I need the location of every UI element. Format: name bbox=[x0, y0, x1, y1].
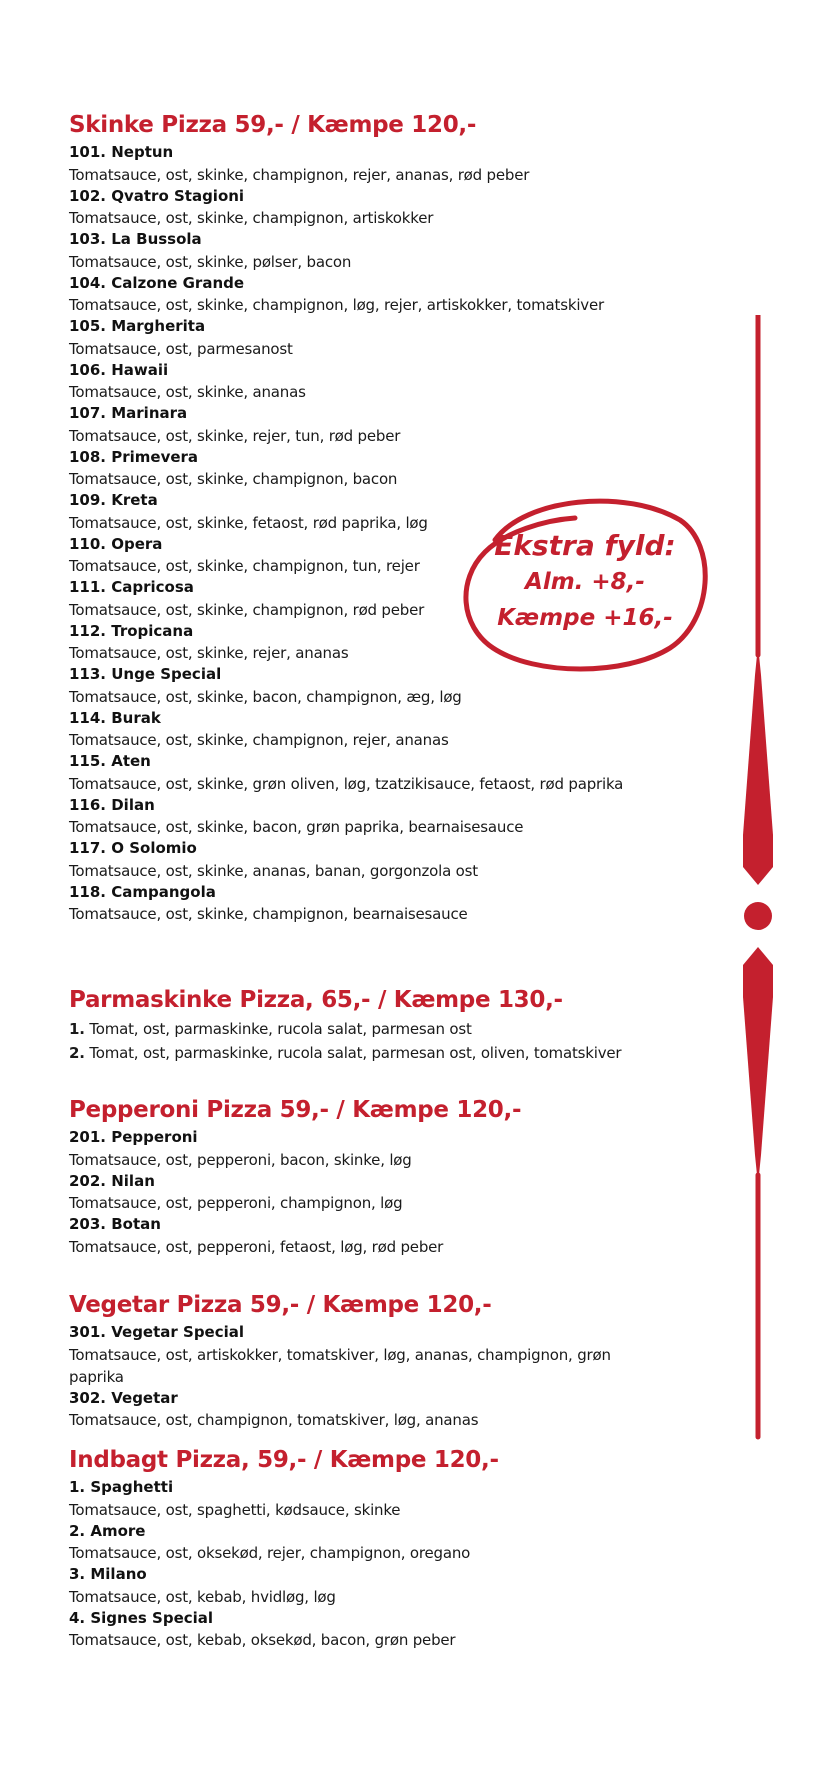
item-desc: Tomatsauce, ost, skinke, rejer, ananas bbox=[69, 644, 349, 662]
item-desc: Tomatsauce, ost, pepperoni, champignon, løg bbox=[69, 1194, 403, 1212]
item-name: 4. Signes Special bbox=[69, 1608, 214, 1627]
item-name: 111. Capricosa bbox=[69, 578, 194, 596]
item-name: 108. Primevera bbox=[69, 447, 199, 466]
item-name: 105. Margherita bbox=[69, 317, 206, 335]
item-name: 116. Dilan bbox=[69, 795, 155, 814]
item-name: 110. Opera bbox=[69, 534, 163, 553]
list-item bbox=[69, 1608, 669, 1652]
item-desc: Tomatsauce, ost, skinke, ananas, banan, gorgonzola ost bbox=[69, 861, 478, 880]
item-desc: Tomatsauce, ost, skinke, champignon, bearnaisesauce bbox=[69, 905, 468, 923]
section-indbagt-pizza bbox=[69, 1445, 669, 1651]
item-name: 106. Hawaii bbox=[69, 360, 169, 379]
extra-kaempe-price: Kæmpe +16,- bbox=[497, 605, 673, 631]
list-item bbox=[69, 403, 669, 447]
item-name: 1. Spaghetti bbox=[69, 1478, 174, 1496]
list-item bbox=[69, 838, 669, 882]
item-desc: Tomatsauce, ost, parmesanost bbox=[69, 339, 293, 358]
item-desc: Tomatsauce, ost, skinke, fetaost, rød paprika, løg bbox=[69, 513, 428, 532]
item-name: 301. Vegetar Special bbox=[69, 1323, 245, 1341]
item-name: 115. Aten bbox=[69, 752, 151, 770]
item-list bbox=[69, 1477, 669, 1651]
item-name: 109. Kreta bbox=[69, 491, 158, 509]
item-list bbox=[69, 1322, 669, 1431]
list-item bbox=[69, 1521, 669, 1565]
section-pepperoni-pizza bbox=[69, 1095, 669, 1258]
section-parmaskinke-pizza bbox=[69, 985, 669, 1065]
item-name: 113. Unge Special bbox=[69, 665, 222, 683]
item-name: 202. Nilan bbox=[69, 1171, 155, 1190]
list-item bbox=[69, 186, 669, 230]
list-item bbox=[69, 1214, 669, 1258]
section-title: Skinke Pizza 59,- / Kæmpe 120,- bbox=[69, 112, 477, 138]
extra-fyld-badge bbox=[455, 480, 715, 680]
item-desc: Tomatsauce, ost, skinke, rejer, tun, rød peber bbox=[69, 426, 401, 445]
item-name: 3. Milano bbox=[69, 1565, 147, 1583]
list-item bbox=[69, 142, 669, 186]
item-name: 203. Botan bbox=[69, 1215, 161, 1233]
list-item bbox=[69, 360, 669, 404]
item-name: 2. Amore bbox=[69, 1521, 146, 1540]
section-title: Pepperoni Pizza 59,- / Kæmpe 120,- bbox=[69, 1097, 522, 1123]
section-title: Vegetar Pizza 59,- / Kæmpe 120,- bbox=[69, 1292, 492, 1318]
section-vegetar-pizza bbox=[69, 1290, 669, 1431]
item-desc: Tomatsauce, ost, skinke, champignon, bacon bbox=[69, 470, 398, 488]
item-name: 102. Qvatro Stagioni bbox=[69, 186, 245, 205]
item-desc: Tomatsauce, ost, kebab, hvidløg, løg bbox=[69, 1587, 336, 1606]
item-desc: Tomatsauce, ost, oksekød, rejer, champignon, oregano bbox=[69, 1544, 471, 1562]
extra-title: Ekstra fyld: bbox=[494, 529, 676, 562]
list-item bbox=[69, 882, 669, 926]
item-desc: Tomatsauce, ost, artiskokker, tomatskiver, løg, ananas, champignon, grøn paprika bbox=[69, 1345, 611, 1386]
list-item bbox=[69, 1017, 669, 1041]
item-number: 1. bbox=[69, 1020, 85, 1038]
list-item bbox=[69, 795, 669, 839]
item-name: 302. Vegetar bbox=[69, 1388, 178, 1407]
list-item bbox=[69, 751, 669, 795]
item-desc: Tomat, ost, parmaskinke, rucola salat, parmesan ost bbox=[89, 1020, 472, 1038]
item-desc: Tomatsauce, ost, skinke, champignon, rød peber bbox=[69, 600, 425, 619]
item-desc: Tomatsauce, ost, spaghetti, kødsauce, skinke bbox=[69, 1500, 401, 1519]
item-name: 201. Pepperoni bbox=[69, 1128, 198, 1146]
list-item bbox=[69, 316, 669, 360]
item-desc: Tomat, ost, parmaskinke, rucola salat, parmesan ost, oliven, tomatskiver bbox=[89, 1044, 622, 1062]
item-desc: Tomatsauce, ost, skinke, champignon, løg, rejer, artiskokker, tomatskiver bbox=[69, 296, 604, 314]
section-title: Indbagt Pizza, 59,- / Kæmpe 120,- bbox=[69, 1447, 499, 1473]
list-item bbox=[69, 1388, 669, 1432]
item-name: 118. Campangola bbox=[69, 882, 216, 901]
item-name: 104. Calzone Grande bbox=[69, 273, 245, 292]
item-desc: Tomatsauce, ost, skinke, bacon, grøn paprika, bearnaisesauce bbox=[69, 818, 524, 836]
item-desc: Tomatsauce, ost, skinke, pølser, bacon bbox=[69, 252, 352, 271]
extra-alm-price: Alm. +8,- bbox=[525, 569, 645, 595]
item-name: 112. Tropicana bbox=[69, 621, 194, 640]
item-desc: Tomatsauce, ost, skinke, ananas bbox=[69, 383, 306, 401]
item-name: 107. Marinara bbox=[69, 404, 188, 422]
list-item bbox=[69, 1127, 669, 1171]
item-desc: Tomatsauce, ost, pepperoni, bacon, skinke, løg bbox=[69, 1150, 412, 1169]
list-item bbox=[69, 708, 669, 752]
vertical-ornament-icon bbox=[738, 315, 778, 1440]
item-name: 114. Burak bbox=[69, 708, 161, 727]
item-desc: Tomatsauce, ost, skinke, bacon, champignon, æg, løg bbox=[69, 687, 462, 706]
list-item bbox=[69, 273, 669, 317]
item-name: 117. O Solomio bbox=[69, 839, 197, 857]
list-item bbox=[69, 1041, 669, 1065]
list-item bbox=[69, 1171, 669, 1215]
item-desc: Tomatsauce, ost, champignon, tomatskiver, løg, ananas bbox=[69, 1411, 479, 1429]
item-desc: Tomatsauce, ost, skinke, champignon, rejer, ananas bbox=[69, 731, 449, 749]
item-name: 103. La Bussola bbox=[69, 230, 202, 248]
list-item bbox=[69, 1322, 669, 1388]
item-desc: Tomatsauce, ost, pepperoni, fetaost, løg, rød peber bbox=[69, 1237, 444, 1256]
item-desc: Tomatsauce, ost, skinke, champignon, rejer, ananas, rød peber bbox=[69, 165, 530, 184]
item-number: 2. bbox=[69, 1044, 85, 1062]
list-item bbox=[69, 1477, 669, 1521]
item-desc: Tomatsauce, ost, skinke, grøn oliven, løg, tzatzikisauce, fetaost, rød paprika bbox=[69, 774, 624, 793]
list-item bbox=[69, 1564, 669, 1608]
item-desc: Tomatsauce, ost, skinke, champignon, artiskokker bbox=[69, 209, 434, 227]
item-name: 101. Neptun bbox=[69, 143, 174, 161]
list-item bbox=[69, 229, 669, 273]
item-desc: Tomatsauce, ost, skinke, champignon, tun, rejer bbox=[69, 557, 420, 575]
section-title: Parmaskinke Pizza, 65,- / Kæmpe 130,- bbox=[69, 987, 563, 1013]
item-desc: Tomatsauce, ost, kebab, oksekød, bacon, grøn peber bbox=[69, 1631, 456, 1649]
item-list bbox=[69, 1127, 669, 1258]
